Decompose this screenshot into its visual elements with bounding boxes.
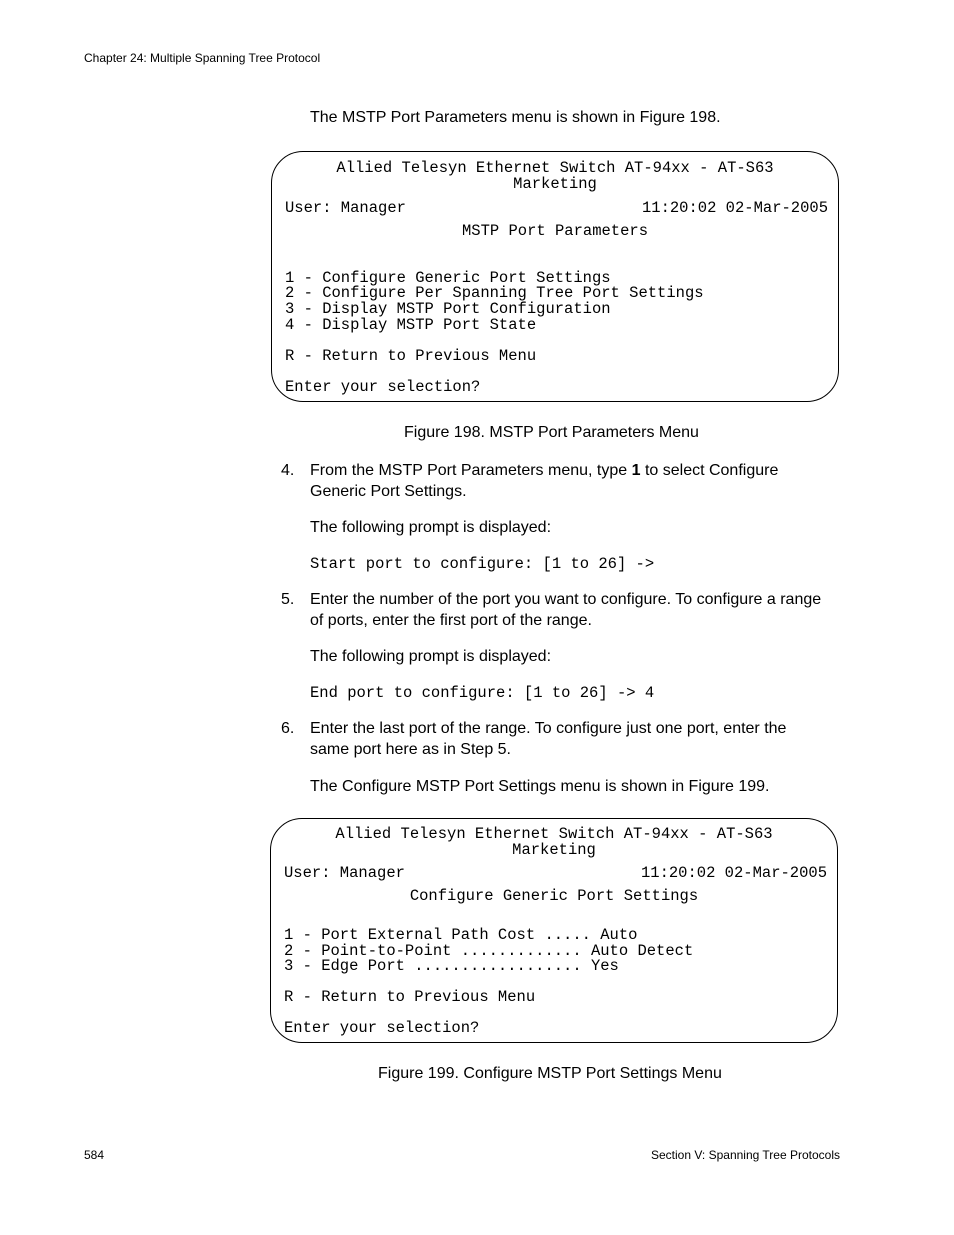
page-number: 584 [84, 1148, 105, 1162]
step-text: Enter the number of the port you want to configure. To configure a range of ports, enter the first port of the range. [310, 591, 822, 629]
menu-option: 2 - Configure Per Spanning Tree Port Settings [285, 284, 704, 302]
terminal-user: User: Manager [285, 199, 406, 217]
step-text-bold: 1 [631, 462, 641, 479]
menu-option: 3 - Display MSTP Port Configuration [285, 300, 611, 318]
step-text-end: to select Configure Generic Port Settings. [310, 462, 779, 500]
console-prompt-start-port: Start port to configure: [1 to 26] -> [310, 555, 655, 573]
intro-paragraph-1: The MSTP Port Parameters menu is shown in Figure 198. [310, 109, 721, 126]
terminal-title: Allied Telesyn Ethernet Switch AT-94xx - AT-S63 [335, 825, 773, 843]
console-prompt-end-port: End port to configure: [1 to 26] -> 4 [310, 684, 655, 702]
following-prompt-text-2: The following prompt is displayed: [310, 648, 552, 665]
step-number: 6. [281, 720, 295, 737]
figure-caption-198: Figure 198. MSTP Port Parameters Menu [404, 424, 699, 441]
step-6 [281, 719, 826, 760]
step-text [310, 461, 826, 502]
terminal-screen-2 [270, 818, 838, 1043]
page-header: Chapter 24: Multiple Spanning Tree Protocol [84, 51, 321, 65]
terminal-menu-title: Configure Generic Port Settings [409, 887, 699, 905]
step-text-start: From the MSTP Port Parameters menu, type [310, 462, 632, 479]
intro-paragraph-2: The Configure MSTP Port Settings menu is shown in Figure 199. [310, 778, 770, 795]
menu-return-option: R - Return to Previous Menu [284, 988, 536, 1006]
menu-option: 1 - Port External Path Cost ..... Auto [284, 926, 638, 944]
step-text: Enter the last port of the range. To configure just one port, enter the same port here as in Step 5. [310, 720, 787, 758]
terminal-prompt: Enter your selection? [285, 378, 481, 396]
terminal-prompt: Enter your selection? [284, 1019, 480, 1037]
step-number: 4. [281, 462, 295, 479]
terminal-subtitle: Marketing [512, 841, 596, 859]
step-number: 5. [281, 591, 295, 608]
page-footer-section: Section V: Spanning Tree Protocols [651, 1148, 840, 1162]
menu-option: 2 - Point-to-Point ............. Auto Detect [284, 942, 694, 960]
step-5 [281, 590, 826, 631]
terminal-datetime: 11:20:02 02-Mar-2005 [641, 199, 828, 217]
terminal-user: User: Manager [284, 864, 405, 882]
menu-return-option: R - Return to Previous Menu [285, 347, 537, 365]
step-4 [281, 461, 826, 502]
terminal-subtitle: Marketing [513, 175, 597, 193]
menu-option: 3 - Edge Port .................. Yes [284, 957, 619, 975]
terminal-title: Allied Telesyn Ethernet Switch AT-94xx - AT-S63 [336, 159, 774, 177]
terminal-datetime: 11:20:02 02-Mar-2005 [640, 864, 827, 882]
terminal-screen-1 [271, 151, 839, 402]
terminal-menu-title: MSTP Port Parameters [461, 222, 649, 240]
figure-caption-199: Figure 199. Configure MSTP Port Settings Menu [378, 1065, 722, 1082]
following-prompt-text-1: The following prompt is displayed: [310, 519, 552, 536]
menu-option: 4 - Display MSTP Port State [285, 316, 537, 334]
menu-option: 1 - Configure Generic Port Settings [285, 269, 611, 287]
